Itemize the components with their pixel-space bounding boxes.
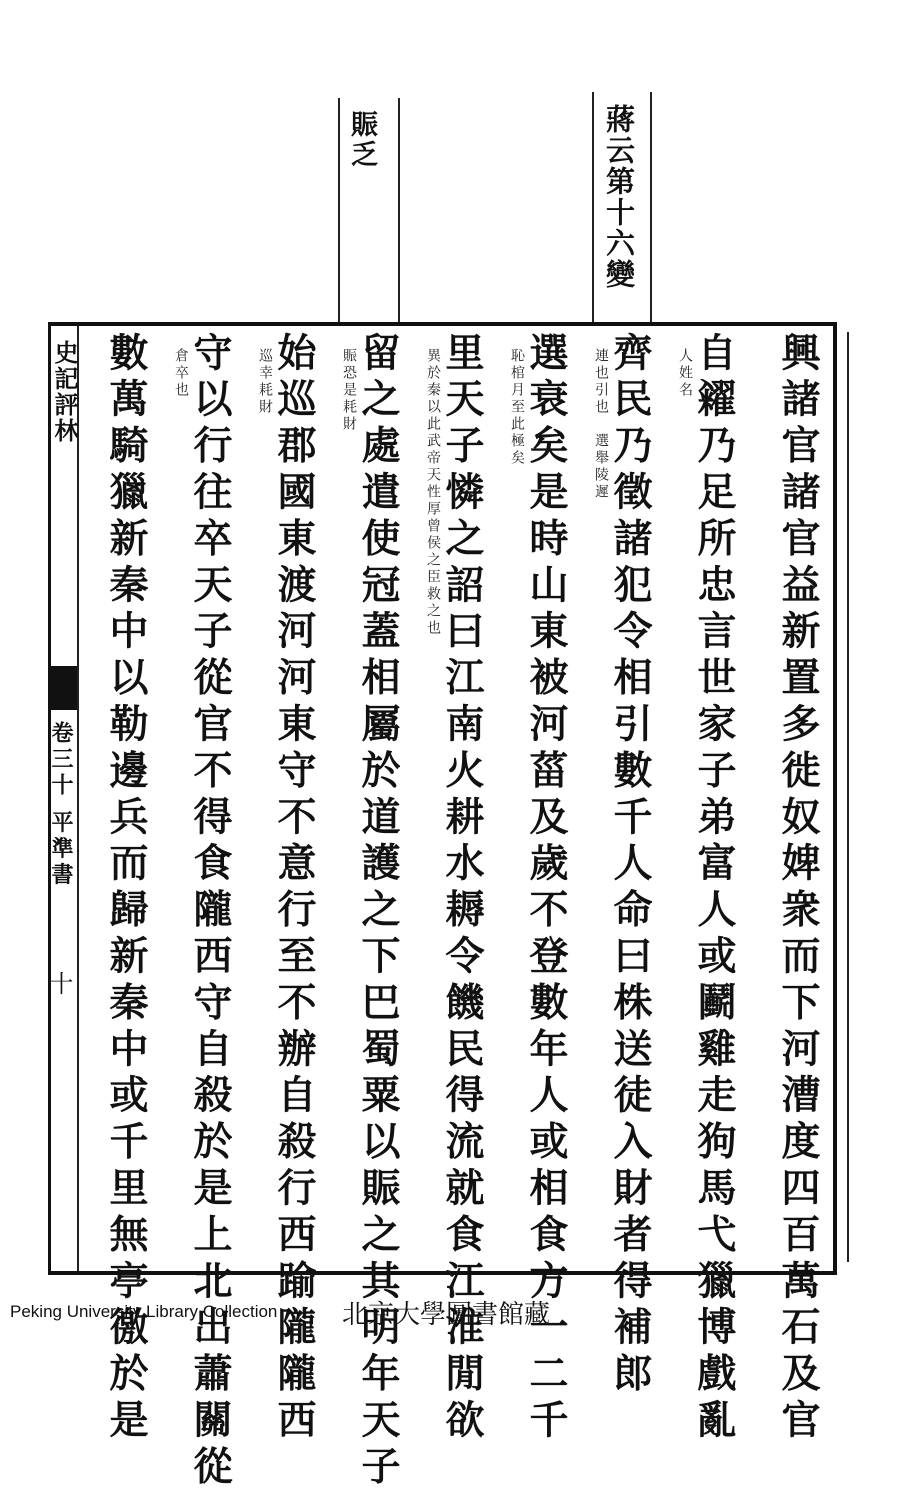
column-note: 異於秦以此武帝天性厚曾侯之臣救之也	[425, 348, 441, 637]
text-column	[589, 330, 659, 1400]
column-main-text: 興諸官諸官益新置多徙奴婢衆而下河漕度四百萬石及官	[775, 332, 821, 1446]
text-column	[337, 330, 407, 1492]
text-column	[757, 330, 827, 1446]
text-column	[505, 330, 575, 1446]
column-main-text: 留之處遣使冠蓋相屬於道護之下巴蜀粟以賑之其明年天子	[355, 332, 401, 1492]
column-main-text: 自糴乃足所忠言世家子弟富人或鬬雞走狗馬弋獵博戲亂	[691, 332, 737, 1446]
annotation-slip-left	[338, 98, 400, 326]
page-number: 十	[45, 971, 73, 995]
column-note: 巡幸耗財	[257, 348, 273, 416]
column-note: 連也引也 選舉陵遲	[593, 348, 609, 501]
column-main-text: 始巡郡國東渡河河東守不意行至不辦自殺行西踰隴隴西	[271, 332, 317, 1446]
chapter-title: 卷三十 平準書	[48, 721, 74, 889]
column-main-text: 里天子憐之詔曰江南火耕水耨令饑民得流就食江淮閒欲	[439, 332, 485, 1446]
text-column	[169, 330, 239, 1492]
fishtail-mark	[51, 666, 77, 710]
text-column	[673, 330, 743, 1446]
book-title: 史記評林	[50, 340, 79, 444]
collection-credit-chinese: 北京大學圖書館藏	[342, 1300, 551, 1330]
collection-credit-english: Peking University Library Collection	[10, 1302, 278, 1321]
column-main-text: 齊民乃徵諸犯令相引數千人命曰株送徒入財者得補郎	[607, 332, 653, 1400]
annotation-slip-right-text: 蔣云第十六變	[602, 104, 636, 290]
column-note: 倉卒也	[173, 348, 189, 399]
column-main-text: 守以行往卒天子從官不得食隴西守自殺於是上北出蕭關從	[187, 332, 233, 1492]
annotation-slip-right	[592, 92, 652, 324]
column-main-text: 選衰矣是時山東被河菑及歲不登數年人或相食方一二千	[523, 332, 569, 1446]
column-note: 賑恐是耗財	[341, 348, 357, 433]
column-note: 人姓名	[677, 348, 693, 399]
page-margin-column	[45, 326, 79, 1271]
column-main-text: 數萬騎獵新秦中以勒邊兵而歸新秦中或千里無亭徼於是	[103, 332, 149, 1446]
text-column	[85, 330, 155, 1446]
annotation-slip-left-text: 賑乏	[346, 110, 377, 170]
text-column	[253, 330, 323, 1446]
collection-credit	[0, 1292, 900, 1328]
text-column	[421, 330, 491, 1446]
column-note: 恥棺月至此極矣	[509, 348, 525, 467]
